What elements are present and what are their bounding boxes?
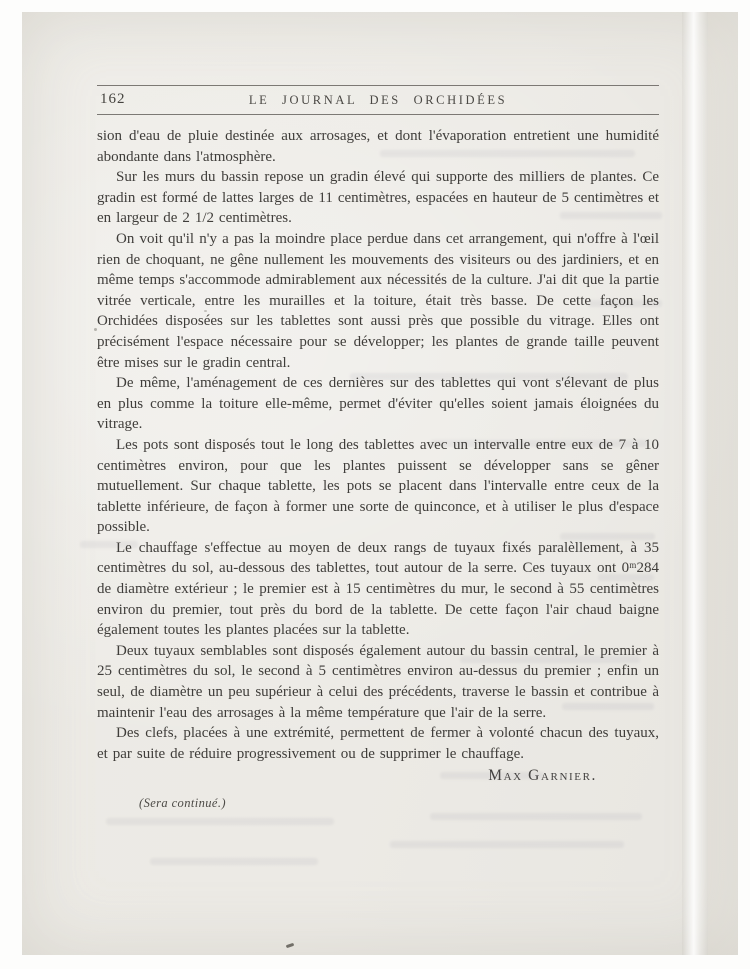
author-signature: Max Garnier.: [488, 767, 597, 785]
page-number: 162: [100, 91, 126, 107]
show-through-smudge: [430, 813, 642, 820]
page-outer-edge: [708, 12, 738, 955]
paragraph: Deux tuyaux semblables sont disposés également autour du bassin central, le premier à 25 centimètres du sol, le second à 5 centimètres environ au-dessus du premier ; enfin un seul, de diamètre un peu supérieur à celui des précédents, traverse le bassin et contribue à maintenir l'eau des arrosages à la même température que l'air de la serre.: [97, 642, 659, 721]
show-through-smudge: [390, 841, 624, 848]
continuation-note: (Sera continué.): [139, 796, 226, 811]
ink-speck: [286, 943, 295, 948]
paper-sheet: [22, 12, 738, 955]
paragraph: De même, l'aménagement de ces dernières sur des tablettes qui vont s'élevant de plus en plus comme la toiture elle-même, permet d'éviter qu'elles soient jamais éloignées du vitrage.: [97, 375, 659, 433]
paragraph: Des clefs, placées à une extrémité, permettent de fermer à volonté chacun des tuyaux, et par suite de réduire progressivement ou de supprimer le chauffage.: [97, 725, 659, 762]
page-edge-fold: [682, 12, 708, 955]
header-rule-bottom: [97, 114, 659, 115]
paragraph: sion d'eau de pluie destinée aux arrosages, et dont l'évaporation entretient une humidité abondante dans l'atmosphère.: [97, 128, 659, 165]
paragraph: Les pots sont disposés tout le long des tablettes avec un intervalle entre eux de 7 à 10 centimètres environ, pour que les plantes puissent se développer sans se gêner mutuellement. Sur chaque tablette, les pots se placent dans l'intervalle entre ceux de la tablette inférieure, de façon à former une sorte de quinconce, et à utiliser le plus d'espace possible.: [97, 436, 659, 536]
article-body: [97, 126, 659, 764]
running-header: [97, 86, 659, 114]
paragraph: On voit qu'il n'y a pas la moindre place perdue dans cet arrangement, qui n'offre à l'œil rien de choquant, ne gêne nullement les mouvements des visiteurs ou des jardiniers, et en même temps s'accommode admirablement aux nécessités de la culture. J'ai dit que la partie vitrée verticale, entre les murailles et la toiture, était très basse. De cette façon les Orchidées disposées sur les tablettes sont aussi près que possible du vitrage. Elles ont précisément l'espace nécessaire pour se développer; les plantes de grande taille peuvent être mises sur le gradin central.: [97, 230, 659, 371]
show-through-smudge: [150, 858, 318, 865]
show-through-smudge: [106, 818, 334, 825]
paragraph: Le chauffage s'effectue au moyen de deux rangs de tuyaux fixés paralèllement, à 35 centimètres du sol, au-dessous des tablettes, tout autour de la serre. Ces tuyaux ont 0ᵐ284 de diamètre extérieur ; le premier est à 15 centimètres du mur, le second à 55 centimètres environ du premier, tout près du bord de la tablette. De cette façon l'air chaud baigne également toutes les plantes placées sur la tablette.: [97, 539, 659, 639]
paragraph: Sur les murs du bassin repose un gradin élevé qui supporte des milliers de plantes. Ce gradin est formé de lattes larges de 11 centimètres, espacées en hauteur de 5 centimètres et en largeur de 2 1/2 centimètres.: [97, 169, 659, 227]
printed-content: [97, 85, 659, 811]
journal-title: LE JOURNAL DES ORCHIDÉES: [248, 92, 508, 107]
